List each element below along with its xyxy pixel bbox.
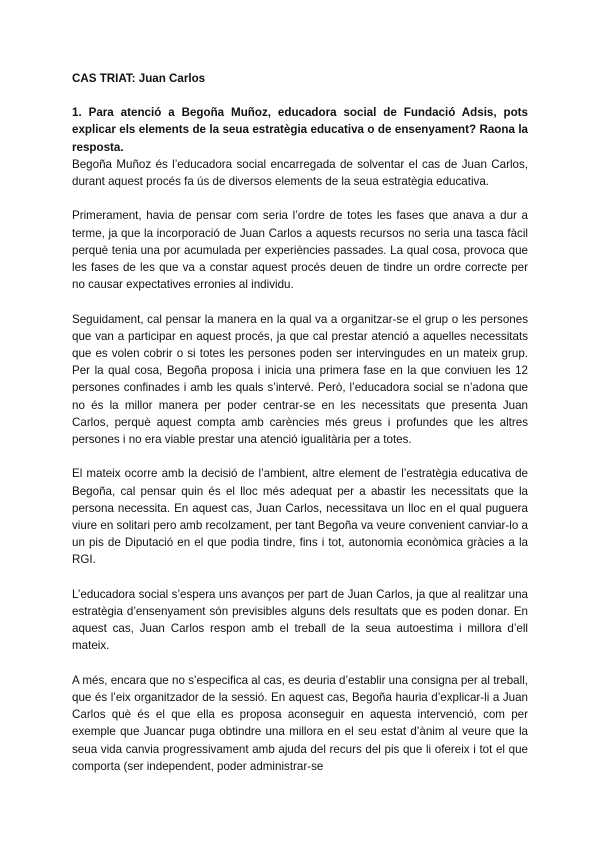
paragraph-2: Primerament, havia de pensar com seria l’ordre de totes les fases que anava a dur a terme, ja que la incorporació de Juan Carlos a aquests recursos no seria una tasca fàcil perquè tenia una por acumulada per experiències passades. La qual cosa, provoca que les fases de les que va a constar aquest procés deuen de tindre un ordre correcte per no causar expectatives erronies al individu. [72,209,528,292]
paragraph-3: Seguidament, cal pensar la manera en la qual va a organitzar-se el grup o les persones que van a participar en aquest procés, ja que cal prestar atenció a aquelles necessitats que es volen cobrir o si totes les persones poden ser intervingudes en un mateix grup. Per la qual cosa, Begoña proposa i inicia una primera fase en la que conviuen les 12 persones confinades i amb les quals s’intervé. Però, l’educadora social se n’adona que no és la millor manera per poder centrar-se en les necessitats que presenta Juan Carlos, perquè aquest compta amb carències més greus i profundes que les altres persones i no era viable prestar una atenció igualitària per a totes. [72,312,528,447]
paragraph-6: A més, encara que no s’especifica al cas, es deuria d’establir una consigna per al treball, que és l’eix organitzador de la sessió. En aquest cas, Begoña hauria d’explicar-li a Juan Carlos què és el que ella es proposa aconseguir en aquesta intervenció, com per exemple que Juancar puga obtindre una millora en el seu estat d’ànim al veure que la seua vida canvia progressivament amb ajuda del recurs del pis que li ofereix i tot el que comporta (ser independent, poder administrar-se [72,673,528,773]
paragraph-1: Begoña Muñoz és l’educadora social encarregada de solventar el cas de Juan Carlos, durant aquest procés fa ús de diversos elements de la seua estratègia educativa. [72,157,528,189]
paragraph-5: L’educadora social s’espera uns avanços per part de Juan Carlos, ja que al realitzar una estratègia d’ensenyament són previsibles alguns dels resultats que es poden donar. En aquest cas, Juan Carlos respon amb el treball de la seua autoestima i millora d’ell mateix. [72,587,528,653]
document-page [72,70,528,792]
question-heading: 1. Para atenció a Begoña Muñoz, educadora social de Fundació Adsis, pots explicar els elements de la seua estratègia educativa o de ensenyament? Raona la resposta. [72,106,528,154]
paragraph-4: El mateix ocorre amb la decisió de l’ambient, altre element de l’estratègia educativa de Begoña, cal pensar quin és el lloc més adequat per a abastir les necessitats que la persona necessita. En aquest cas, Juan Carlos, necessitava un lloc en el qual puguera viure en solitari pero amb recolzament, per tant Begoña va veure convenient canviar-lo a un pis de Diputació en el que podia tindre, fins i tot, autonomia econòmica gràcies a la RGI. [72,467,528,567]
case-title: CAS TRIAT: Juan Carlos [72,72,206,85]
